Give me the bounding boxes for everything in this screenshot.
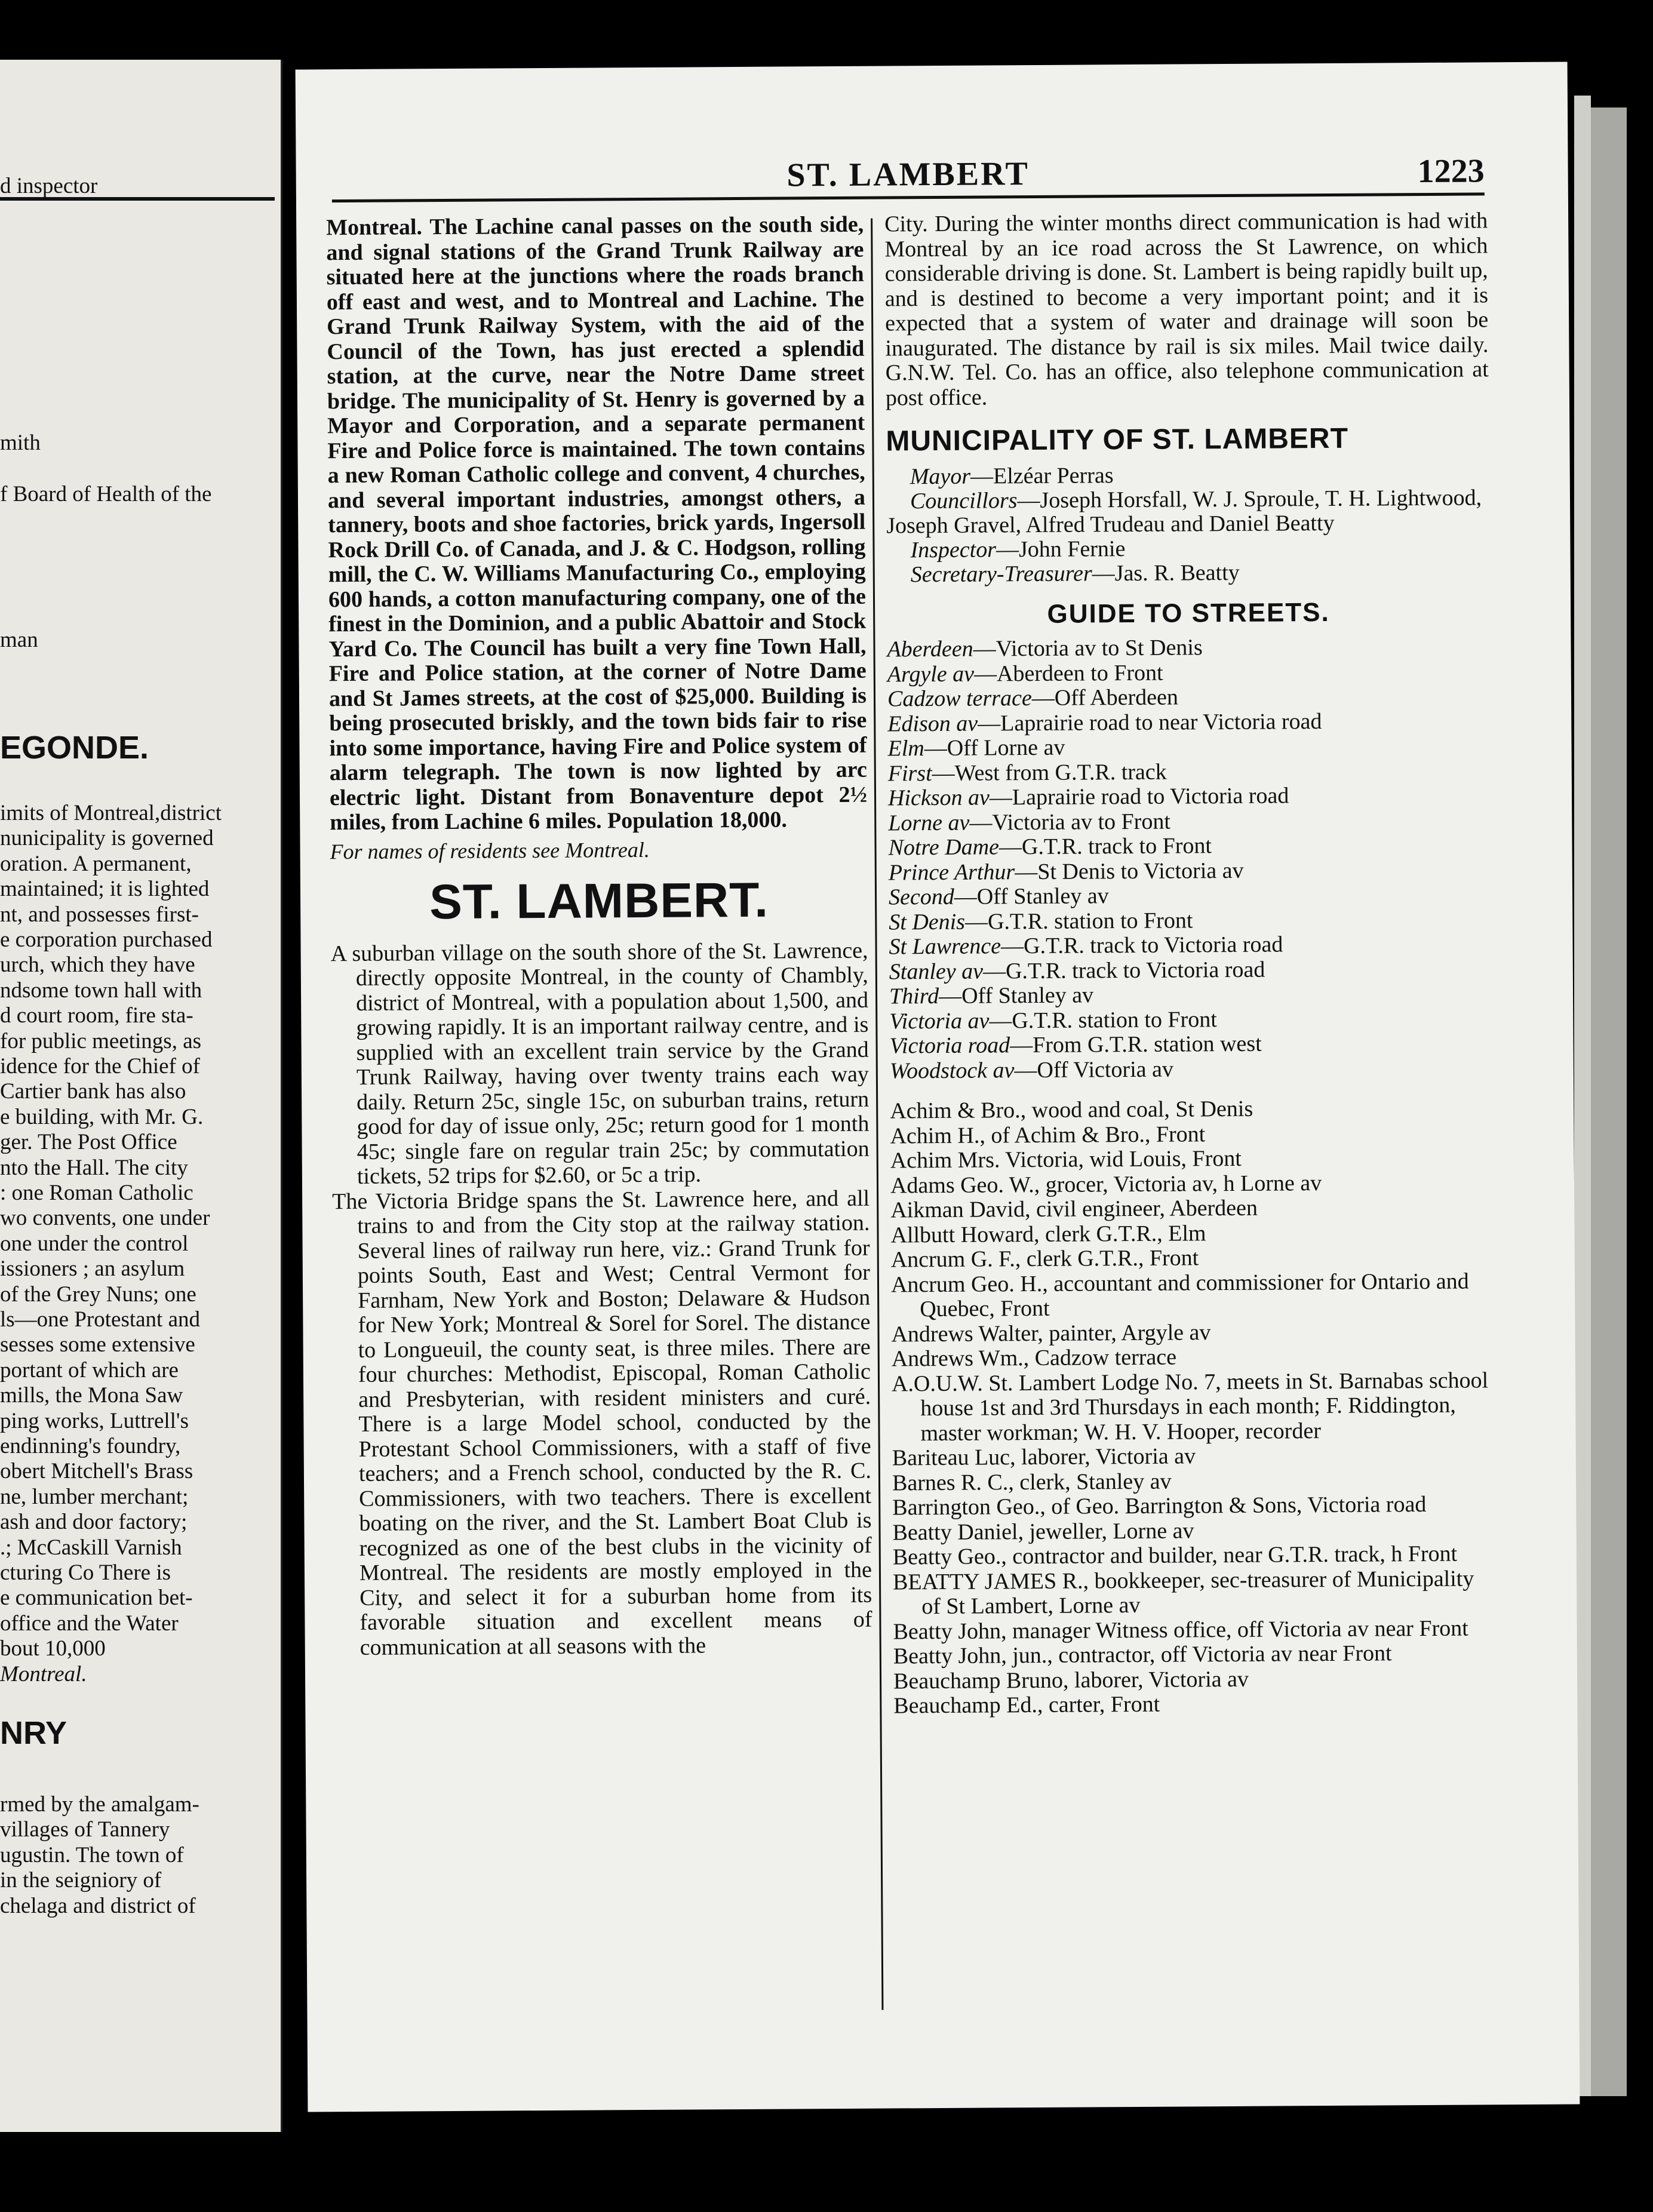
facing-page-line: in the seigniory of — [0, 1868, 162, 1893]
resident-entry: Beatty John, manager Witness office, off Victoria av near Front — [893, 1615, 1468, 1644]
street-entry — [889, 931, 1492, 960]
street-entry — [888, 758, 1491, 787]
street-name: Victoria av — [889, 1007, 990, 1034]
officer-names: —John Fernie — [996, 536, 1126, 563]
street-name: Second — [888, 884, 954, 910]
street-name: St Denis — [889, 909, 966, 935]
resident-entry: Allbutt Howard, clerk G.T.R., Elm — [890, 1220, 1206, 1248]
guide-title: GUIDE TO STREETS. — [1047, 597, 1330, 629]
resident-entry: Andrews Walter, painter, Argyle av — [891, 1319, 1211, 1347]
facing-page-line: wo convents, one under — [0, 1206, 210, 1230]
facing-page-line: .; McCaskill Varnish — [0, 1535, 182, 1560]
street-name: Aberdeen — [887, 636, 973, 662]
facing-page-line: Cartier bank has also — [0, 1079, 186, 1104]
street-route: —Off Lorne av — [924, 735, 1065, 761]
street-route: —Laprairie road to near Victoria road — [978, 708, 1322, 736]
facing-page-line: endinning's foundry, — [0, 1434, 181, 1458]
officer-entry — [911, 559, 1490, 587]
page-title: ST. LAMBERT — [786, 155, 1030, 194]
street-entry — [889, 1006, 1492, 1034]
street-name: Elm — [887, 736, 924, 761]
street-entry — [890, 1055, 1493, 1084]
resident-entry: Andrews Wm., Cadzow terrace — [891, 1344, 1177, 1372]
left-column — [326, 213, 872, 1660]
facing-page-line: of the Grey Nuns; one — [0, 1282, 196, 1307]
street-route: —Aberdeen to Front — [973, 660, 1163, 687]
resident-entry: Achim H., of Achim & Bro., Front — [890, 1121, 1206, 1148]
street-entry — [889, 1030, 1492, 1059]
street-route: —Victoria av to St Denis — [973, 635, 1203, 662]
facing-page-line: chelaga and district of — [0, 1894, 196, 1918]
resident-entry: A.O.U.W. St. Lambert Lodge No. 7, meets in St. Barnabas school house 1st and 3rd Thursdays in each month; F. Riddington, master workman; W. H. V. Hooper, recorder — [891, 1367, 1489, 1446]
street-entry — [887, 659, 1491, 687]
directory-page — [296, 62, 1580, 2112]
facing-page-line: NRY — [0, 1720, 67, 1746]
street-route: —Off Aberdeen — [1031, 684, 1179, 711]
street-name: Argyle av — [887, 661, 975, 687]
street-route: —G.T.R. track to Victoria road — [982, 957, 1265, 984]
facing-page-line: ger. The Post Office — [0, 1130, 177, 1154]
resident-entry: Aikman David, civil engineer, Aberdeen — [890, 1195, 1258, 1223]
street-route: —Laprairie road to Victoria road — [989, 783, 1289, 810]
officer-names: —Joseph Horsfall, W. J. Sproule, T. H. Lightwood, Joseph Gravel, Alfred Trudeau and Daniel Beatty — [886, 485, 1482, 539]
facing-page-line: ls—one Protestant and — [0, 1307, 201, 1332]
street-entry — [888, 782, 1491, 811]
facing-page-line: issioners ; an asylum — [0, 1256, 185, 1281]
facing-page-line: villages of Tannery — [0, 1817, 170, 1842]
officer-role: Mayor — [910, 463, 971, 490]
residents-note: For names of residents see Montreal. — [330, 837, 650, 864]
resident-entry: Beatty Geo., contractor and builder, near G.T.R. track, h Front — [892, 1541, 1458, 1570]
facing-page-line: d court room, fire sta- — [0, 1003, 193, 1028]
facing-page-line: obert Mitchell's Brass — [0, 1459, 193, 1483]
street-route: —G.T.R. track to Victoria road — [1000, 932, 1283, 959]
facing-page-line: rmed by the amalgam- — [0, 1792, 199, 1817]
resident-entry: Bariteau Luc, laborer, Victoria av — [892, 1443, 1196, 1471]
facing-page-line: nunicipality is governed — [0, 826, 214, 850]
facing-page-line: sesses some extensive — [0, 1332, 195, 1357]
facing-page-line: ugustin. The town of — [0, 1843, 184, 1867]
street-entry — [889, 907, 1492, 935]
street-list — [887, 634, 1493, 1083]
right-column — [884, 208, 1497, 1719]
facing-page-line: maintained; it is lighted — [0, 877, 210, 901]
facing-page-line: urch, which they have — [0, 953, 195, 977]
resident-entry: Adams Geo. W., grocer, Victoria av, h Lorne av — [890, 1170, 1322, 1198]
facing-page-line: bout 10,000 — [0, 1636, 106, 1661]
street-name: Lorne av — [888, 810, 970, 835]
street-entry — [889, 956, 1492, 985]
facing-page-line: ping works, Luttrell's — [0, 1409, 189, 1433]
facing-page-fragment — [0, 60, 282, 2132]
street-name: Hickson av — [887, 785, 990, 811]
facing-page-line: e building, with Mr. G. — [0, 1105, 204, 1129]
officer-names: —Elzéar Perras — [970, 463, 1114, 489]
street-entry — [887, 634, 1490, 662]
facing-page-line: imits of Montreal,district — [0, 801, 222, 825]
street-route: —G.T.R. track to Front — [998, 833, 1212, 860]
street-name: Cadzow terrace — [887, 686, 1032, 712]
officer-list — [886, 461, 1490, 587]
resident-entry: Beauchamp Ed., carter, Front — [893, 1691, 1160, 1719]
section-title: ST. LAMBERT. — [429, 872, 769, 929]
facing-page-line: e communication bet- — [0, 1586, 193, 1610]
st-lambert-bridge-paragraph: The Victoria Bridge spans the St. Lawrence here, and all trains to and from the City stop at the railway station. Several lines of railway run here, viz.: Grand Trunk for points South, East and West; Central Vermont for Farnham, New York and Boston; Delaware & Hudson for New York; Montreal & Sorel for Sorel. The distance to Longueuil, the county seat, is three miles. There are four churches: Methodist, Episcopal, Roman Catholic and Presbyterian, with resident ministers and curé. There is a large Model school, conducted by the Protestant School Commissioners, with a staff of five teachers; and a French school, conducted by the R. C. Commissioners, with two teachers. There is excellent boating on the river, and the St. Lambert Boat Club is recognized as one of the best clubs in the vicinity of Montreal. The residents are mostly employed in the City, and select it for a suburban home from its favorable situation and excellent means of communication at all seasons with the — [332, 1185, 872, 1660]
resident-entry: Achim & Bro., wood and coal, St Denis — [890, 1096, 1253, 1124]
officer-entry — [910, 461, 1489, 489]
street-entry — [888, 807, 1491, 836]
facing-page-line: oration. A permanent, — [0, 852, 192, 876]
resident-entry: BEATTY JAMES R., bookkeeper, sec-treasurer of Municipality of St Lambert, Lorne av — [892, 1566, 1474, 1620]
page-number: 1223 — [1417, 152, 1485, 191]
facing-page-line: cturing Co There is — [0, 1560, 171, 1585]
facing-page-line: e corporation purchased — [0, 927, 213, 952]
page-edge-shadow — [1591, 107, 1627, 2096]
street-name: Edison av — [887, 711, 978, 736]
facing-page-line: EGONDE. — [0, 735, 149, 761]
facing-page-line: Montreal. — [0, 1662, 87, 1686]
facing-page-line: mills, the Mona Saw — [0, 1383, 183, 1408]
street-entry — [887, 733, 1491, 761]
column-divider — [871, 219, 883, 2010]
street-route: —Off Victoria av — [1014, 1056, 1174, 1083]
street-entry — [887, 683, 1491, 712]
street-route: —Off Stanley av — [954, 883, 1109, 910]
facing-page-line: man — [0, 628, 38, 652]
street-route: —G.T.R. station to Front — [989, 1006, 1217, 1033]
street-name: Woodstock av — [889, 1057, 1015, 1083]
street-entry — [888, 832, 1491, 861]
facing-page-line: ash and door factory; — [0, 1510, 188, 1534]
street-name: Notre Dame — [888, 834, 1000, 861]
st-lambert-continuation: City. During the winter months direct communication is had with Montreal by an ice road across the St Lawrence, on which considerable driving is done. St. Lambert is being rapidly built up, and is destined to become a very important point; and it is expected that a system of water and drainage will soon be inaugurated. The distance by rail is six miles. Mail twice daily. G.N.W. Tel. Co. has an office, also telephone communication at post office. — [884, 208, 1489, 411]
resident-entry: Beauchamp Bruno, laborer, Victoria av — [893, 1666, 1249, 1694]
street-name: St Lawrence — [889, 933, 1001, 960]
street-route: —Off Stanley av — [939, 982, 1094, 1009]
resident-entry: Beatty John, jun., contractor, off Victoria av near Front — [893, 1640, 1392, 1669]
facing-page-line: idence for the Chief of — [0, 1054, 200, 1079]
facing-page-line: nto the Hall. The city — [0, 1156, 188, 1180]
street-name: Prince Arthur — [888, 859, 1015, 885]
resident-list — [890, 1095, 1497, 1719]
officer-entry — [910, 534, 1489, 563]
officer-names: —Jas. R. Beatty — [1092, 560, 1240, 586]
resident-entry: Achim Mrs. Victoria, wid Louis, Front — [890, 1145, 1242, 1173]
facing-page-line: : one Roman Catholic — [0, 1181, 193, 1205]
street-route: —G.T.R. station to Front — [964, 907, 1193, 935]
facing-page-line: mith — [0, 431, 41, 455]
st-henry-description: Montreal. The Lachine canal passes on the south side, and signal stations of the Grand Trunk Railway are situated here at the junctions where the roads branch off east and west, and to Montreal and Lachine. The Grand Trunk Railway System, with the aid of the Council of the Town, has just erected a splendid station, at the curve, near the Notre Dame street bridge. The municipality of St. Henry is governed by a Mayor and Corporation, and a separate permanent Fire and Police force is maintained. The town contains a new Roman Catholic college and convent, 4 churches, and several important industries, amongst others, a tannery, boots and shoe factories, brick yards, Ingersoll Rock Drill Co. of Canada, and J. & C. Hodgson, rolling mill, the C. W. Williams Manufacturing Co., employing 600 hands, a cotton manufacturing company, one of the finest in the Dominion, and a public Abattoir and Stock Yard Co. The Council has built a very fine Town Hall, Fire and Police station, at the corner of Notre Dame and St James streets, at the cost of $25,000. Building is being prosecuted briskly, and the town bids fair to rise into some importance, having Fire and Police system of alarm telegraph. The town is now lighted by arc electric light. Distant from Bonaventure depot 2½ miles, from Lachine 6 miles. Population 18,000. — [326, 211, 868, 835]
street-entry — [889, 857, 1492, 886]
facing-page-line: d inspector — [0, 174, 98, 198]
street-route: —St Denis to Victoria av — [1015, 858, 1244, 884]
municipality-title: MUNICIPALITY OF ST. LAMBERT — [886, 422, 1349, 457]
st-lambert-intro: A suburban village on the south shore of the St. Lawrence, directly opposite Montreal, in the county of Chambly, district of Montreal, with a population about 1,500, and growing rapidly. It is an important railway centre, and is supplied with an excellent train service by the Grand Trunk Railway, having over twenty trains each way daily. Return 25c, single 15c, on suburban trains, return good for day of issue only, 25c; return good for 1 month 45c; single fare on regular train 25c; by commutation tickets, 52 trips for $2.60, or 5c a trip. — [330, 938, 869, 1189]
facing-page-line: one under the control — [0, 1231, 189, 1256]
street-route: —Victoria av to Front — [969, 809, 1171, 835]
officer-role: Councillors — [910, 488, 1018, 514]
resident-entry: Beatty Daniel, jeweller, Lorne av — [892, 1517, 1194, 1545]
street-route: —West from G.T.R. track — [932, 759, 1167, 786]
facing-page-line: for public meetings, as — [0, 1029, 202, 1053]
street-entry — [889, 881, 1492, 910]
facing-page-line: ndsome town hall with — [0, 978, 202, 1003]
resident-entry: Ancrum Geo. H., accountant and commissioner for Ontario and Quebec, Front — [890, 1268, 1469, 1322]
facing-page-line: f Board of Health of the — [0, 482, 212, 506]
officer-entry — [886, 486, 1489, 538]
resident-entry: Barnes R. C., clerk, Stanley av — [892, 1468, 1172, 1495]
facing-page-line: nt, and possesses first- — [0, 902, 199, 927]
street-name: Victoria road — [889, 1033, 1010, 1059]
officer-role: Inspector — [910, 537, 997, 563]
officer-role: Secretary-Treasurer — [910, 561, 1092, 588]
street-name: Third — [889, 983, 939, 1009]
street-name: First — [887, 760, 932, 786]
resident-entry: Barrington Geo., of Geo. Barrington & Sons, Victoria road — [892, 1492, 1427, 1520]
facing-page-line: portant of which are — [0, 1358, 179, 1382]
facing-page-line: ne, lumber merchant; — [0, 1485, 189, 1509]
facing-page-line: office and the Water — [0, 1611, 179, 1636]
street-name: Stanley av — [889, 958, 984, 984]
resident-entry: Ancrum G. F., clerk G.T.R., Front — [890, 1245, 1199, 1273]
street-entry — [887, 708, 1491, 737]
street-route: —From G.T.R. station west — [1010, 1031, 1262, 1058]
street-entry — [889, 981, 1492, 1009]
